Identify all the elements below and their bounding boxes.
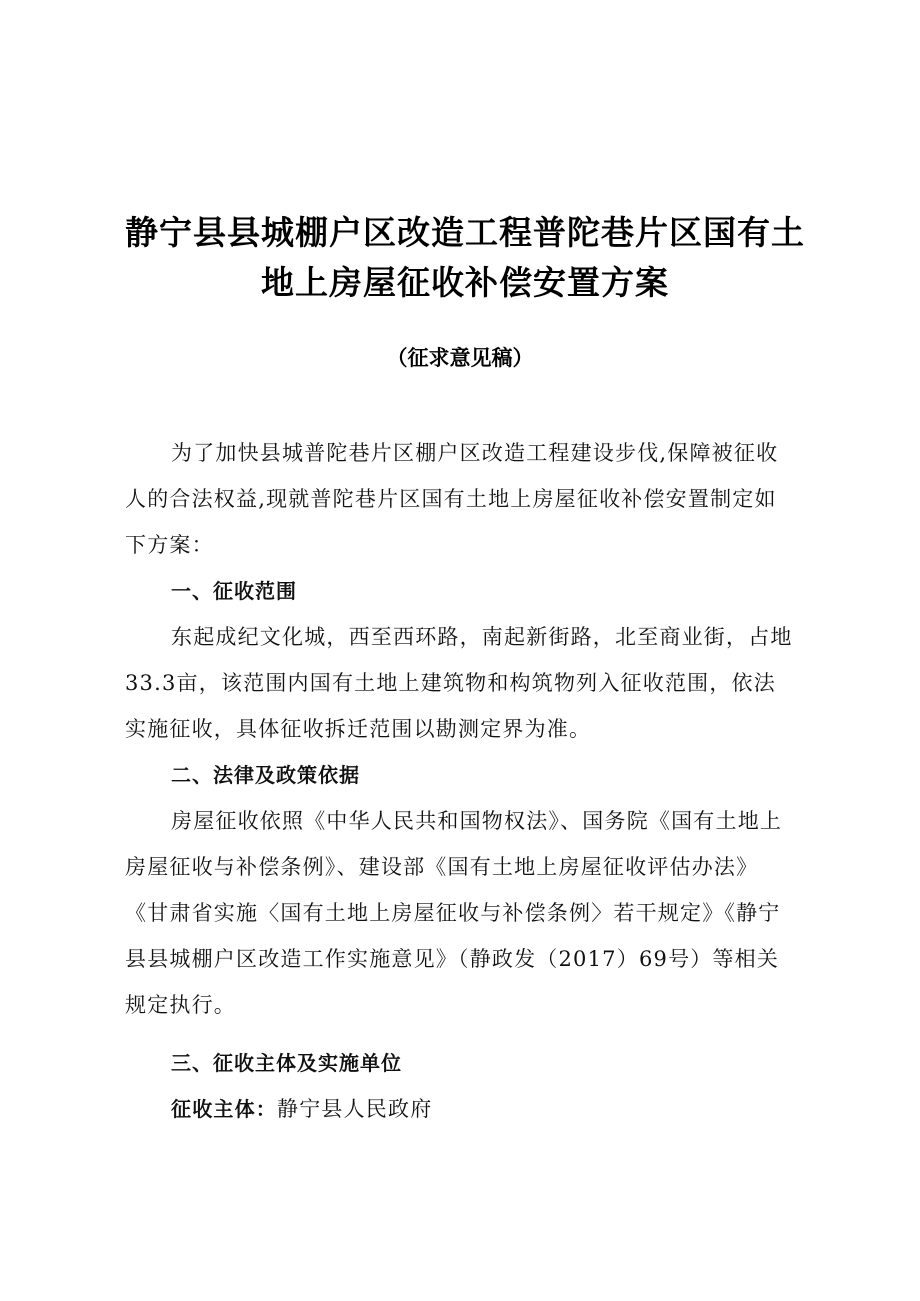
scope-paragraph [125, 614, 811, 752]
paragraph-line: 房屋征收依照《中华人民共和国物权法》、国务院《国有土地上 [171, 809, 783, 833]
document-subtitle: （征求意见稿） [386, 346, 534, 370]
section-heading-scope: 一、征收范围 [171, 579, 297, 603]
paragraph-line: 县县城棚户区改造工作实施意见》（静政发（2017）69号）等相关 [125, 947, 780, 971]
paragraph-line: 实施征收，具体征收拆迁范围以勘测定界为准。 [125, 717, 592, 741]
subject-value: 静宁县人民政府 [277, 1097, 433, 1121]
paragraph-line: 东起成纪文化城，西至西环路，南起新街路，北至商业街，占地 [171, 625, 793, 649]
paragraph-line: 规定执行。 [125, 993, 236, 1017]
subject-line [125, 1086, 811, 1132]
paragraph-line: 《甘肃省实施〈国有土地上房屋征收与补偿条例〉若干规定》《静宁 [125, 901, 781, 925]
title-line-2: 地上房屋征收补偿安置方案 [261, 263, 669, 302]
paragraph-line: 下方案： [125, 533, 214, 557]
paragraph-line: 房屋征收与补偿条例》、建设部《国有土地上房屋征收评估办法》 [125, 855, 759, 879]
paragraph-line: 人的合法权益,现就普陀巷片区国有土地上房屋征收补偿安置制定如 [125, 487, 777, 511]
section-heading-legal-basis: 二、法律及政策依据 [171, 763, 360, 787]
title-line-1: 静宁县县城棚户区改造工程普陀巷片区国有土 [125, 213, 805, 252]
legal-basis-paragraph [125, 798, 811, 1028]
subject-label: 征收主体： [171, 1097, 277, 1121]
intro-paragraph [125, 430, 811, 568]
paragraph-line: 为了加快县城普陀巷片区棚户区改造工程建设步伐,保障被征收 [171, 441, 779, 465]
paragraph-line: 33.3亩，该范围内国有土地上建筑物和构筑物列入征收范围，依法 [125, 671, 776, 695]
document-title [110, 208, 820, 308]
document-body [125, 430, 811, 1132]
section-heading-subject: 三、征收主体及实施单位 [171, 1051, 402, 1075]
